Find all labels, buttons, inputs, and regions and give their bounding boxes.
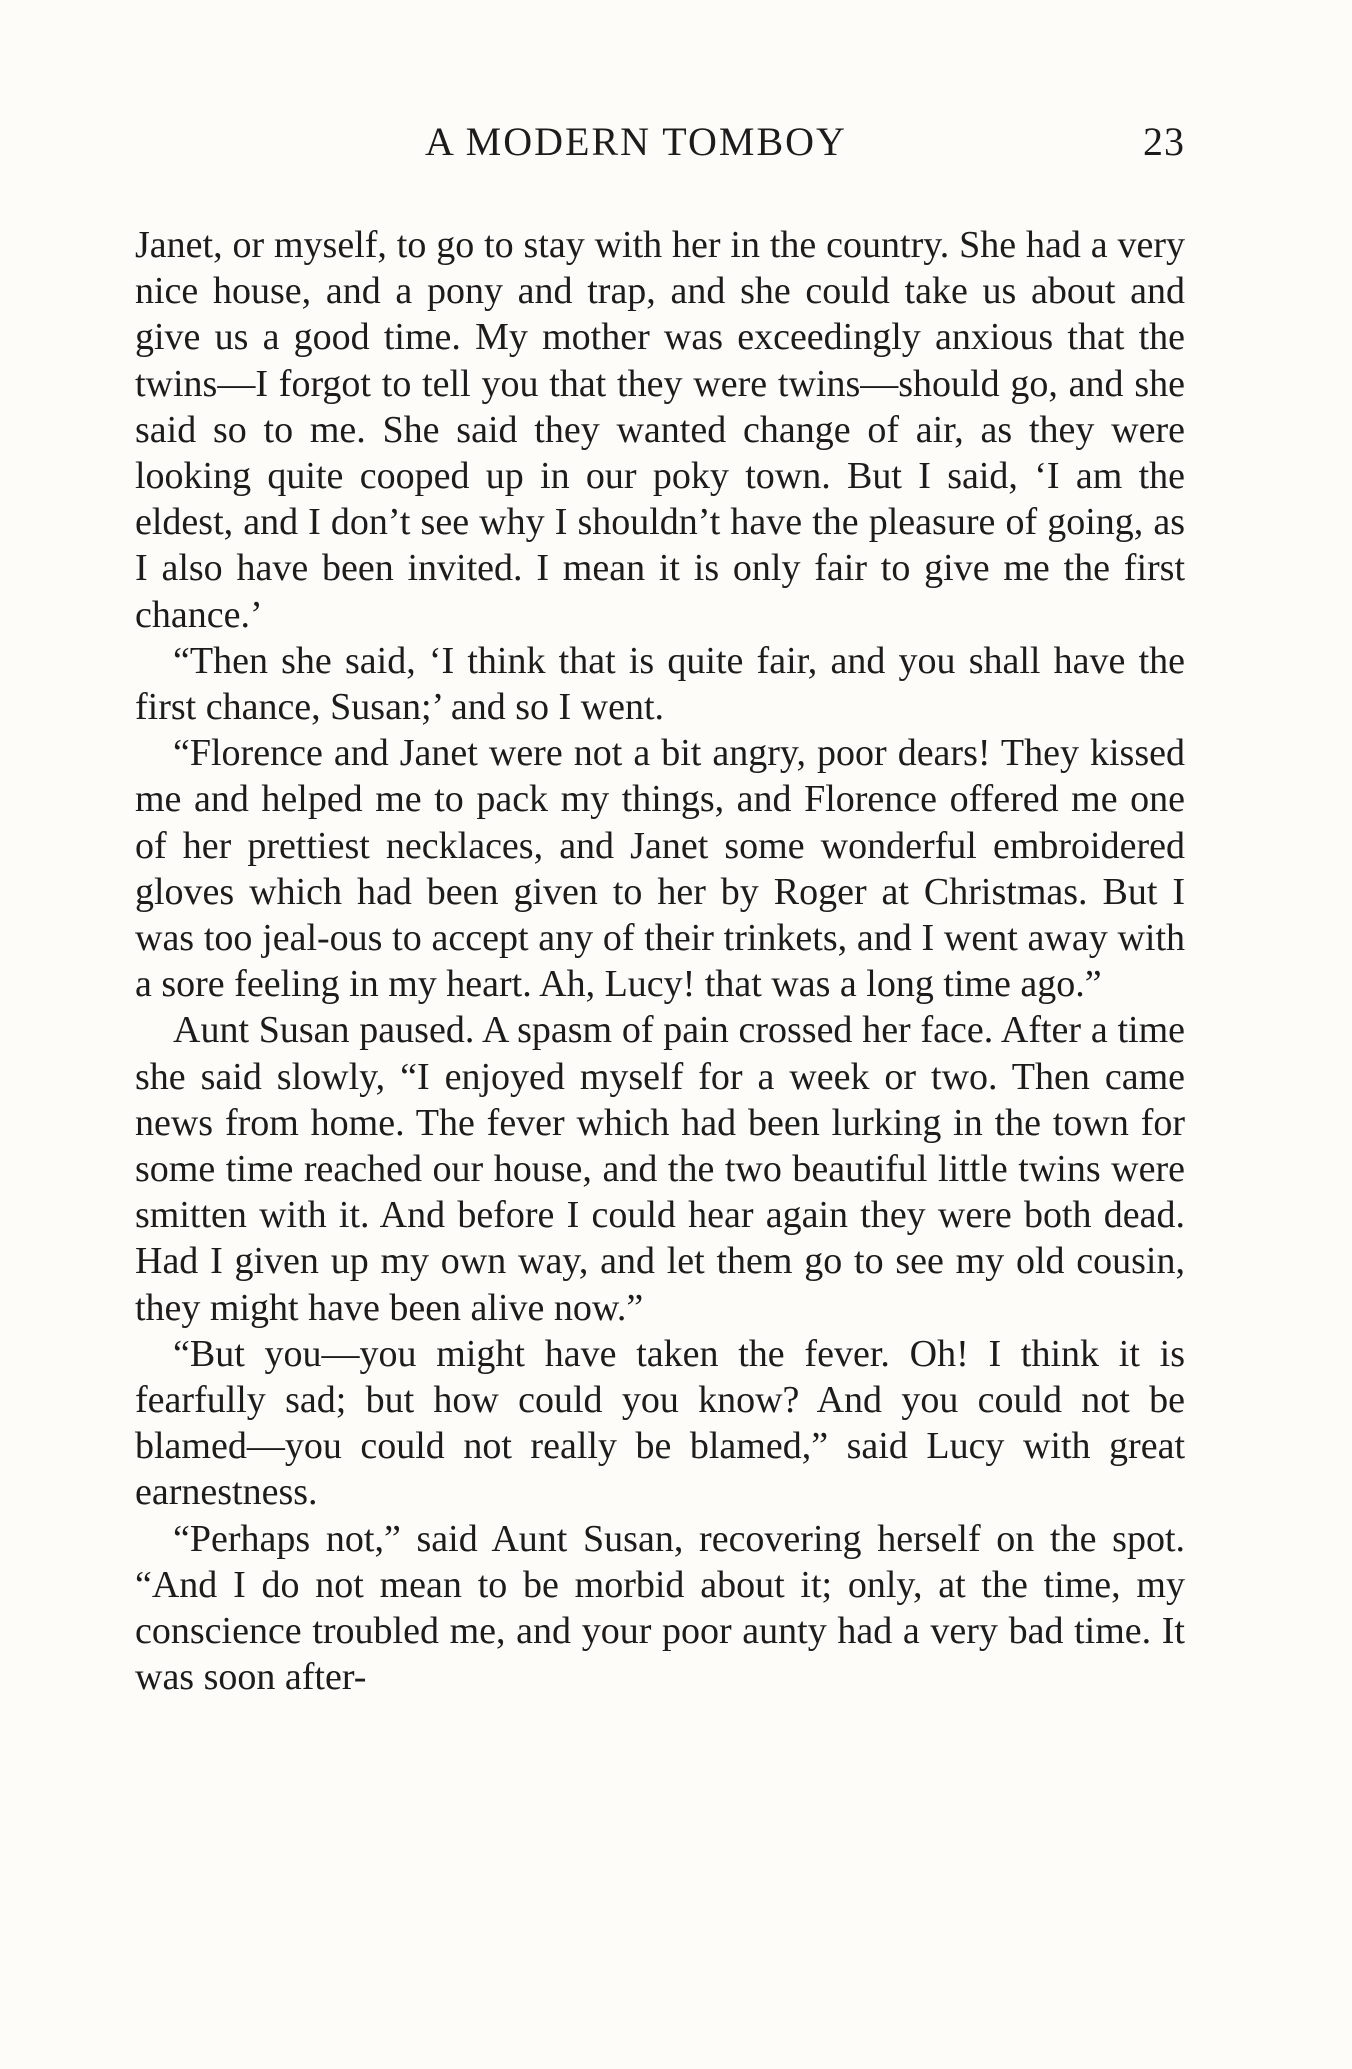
running-head [135,118,1185,178]
body-text [135,222,1185,1701]
running-title: A MODERN TOMBOY [425,119,847,164]
page-number: 23 [1143,119,1185,164]
paragraph: Aunt Susan paused. A spasm of pain crossed her face. After a time she said slowly, “I enjoyed myself for a week or two. Then came news from home. The fever which had been lurking in the town for some time reached our house, and the two beautiful little twins were smitten with it. And before I could hear again they were both dead. Had I given up my own way, and let them go to see my old cousin, they might have been alive now.” [135,1009,1185,1329]
paragraph: “But you—you might have taken the fever. Oh! I think it is fearfully sad; but how could you know? And you could not be blamed—you could not really be blamed,” said Lucy with great earnestness. [135,1332,1185,1514]
paragraph: “Perhaps not,” said Aunt Susan, recovering herself on the spot. “And I do not mean to be morbid about it; only, at the time, my conscience troubled me, and your poor aunty had a very bad time. It was soon after- [135,1517,1185,1699]
paragraph: “Florence and Janet were not a bit angry, poor dears! They kissed me and helped me to pack my things, and Florence offered me one of her prettiest necklaces, and Janet some wonderful embroidered gloves which had been given to her by Roger at Christmas. But I was too jeal-ous to accept any of their trinkets, and I went away with a sore feeling in my heart. Ah, Lucy! that was a long time ago.” [135,732,1185,1006]
paragraph: “Then she said, ‘I think that is quite fair, and you shall have the first chance, Susan;’ and so I went. [135,639,1185,729]
paragraph-continued: Janet, or myself, to go to stay with her in the country. She had a very nice house, and a pony and trap, and she could take us about and give us a good time. My mother was exceedingly anxious that the twins—I forgot to tell you that they were twins—should go, and she said so to me. She said they wanted change of air, as they were looking quite cooped up in our poky town. But I said, ‘I am the eldest, and I don’t see why I shouldn’t have the pleasure of going, as I also have been invited. I mean it is only fair to give me the first chance.’ [135,224,1185,636]
